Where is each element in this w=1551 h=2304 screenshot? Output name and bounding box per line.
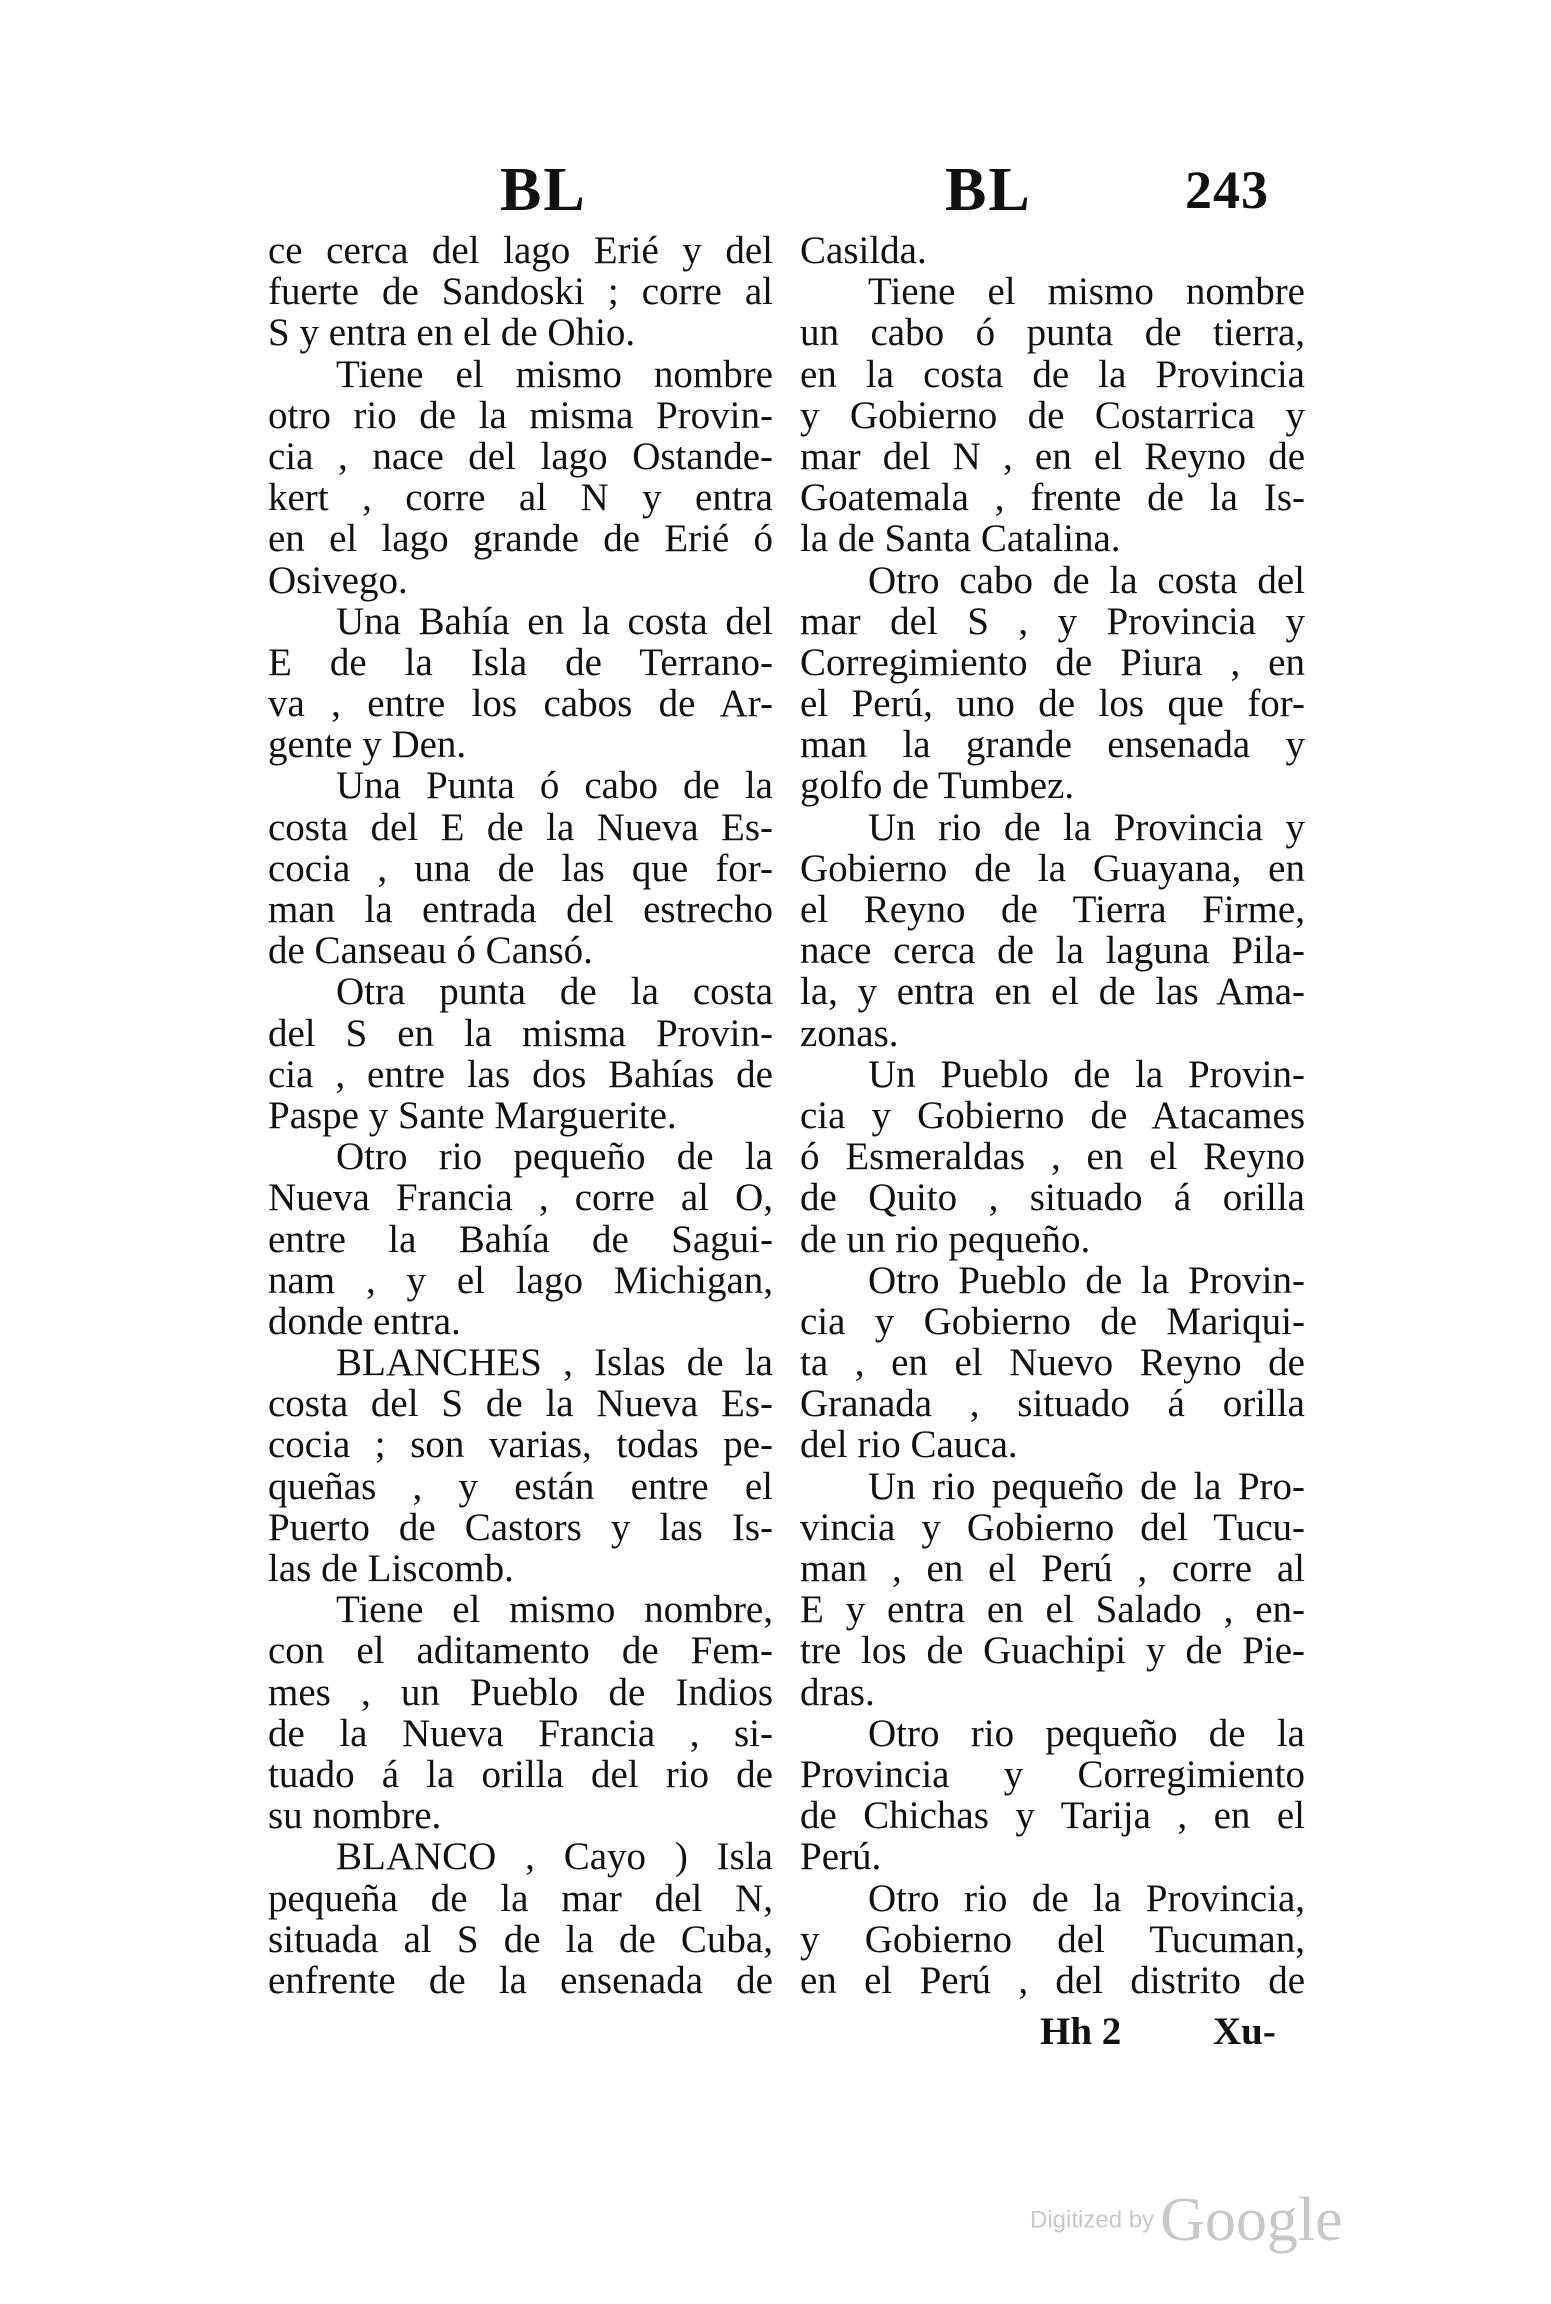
text-line: man la grande ensenada y <box>800 723 1305 767</box>
text-line: man , en el Perú , corre al <box>800 1547 1305 1590</box>
text-line: situada al S de la de Cuba, <box>268 1917 773 1961</box>
left-running-head: BL <box>500 156 587 224</box>
text-line: Granada , situado á orilla <box>800 1382 1305 1426</box>
text-line: nam , y el lago Michigan, <box>268 1258 773 1302</box>
text-line: BLANCO , Cayo ) Isla <box>336 1835 773 1879</box>
text-line: Puerto de Castors y las Is- <box>268 1505 773 1549</box>
left-column <box>268 230 773 2001</box>
text-line: mar del N , en el Reyno de <box>800 434 1305 478</box>
text-line: del rio Cauca. <box>800 1423 1018 1467</box>
text-line: Perú. <box>800 1835 882 1879</box>
text-line: la de Santa Catalina. <box>800 517 1121 561</box>
watermark-prefix: Digitized by <box>1030 2206 1155 2234</box>
text-line: Osivego. <box>268 558 408 602</box>
text-line: ce cerca del lago Erié y del <box>268 229 773 272</box>
text-line: tuado á la orilla del rio de <box>268 1752 773 1796</box>
text-line: y Gobierno de Costarrica y <box>800 393 1305 437</box>
text-line: Una Punta ó cabo de la <box>336 764 773 808</box>
text-line: queñas , y están entre el <box>268 1464 773 1508</box>
text-line: un cabo ó punta de tierra, <box>800 311 1305 355</box>
text-line: las de Liscomb. <box>268 1547 514 1590</box>
text-line: nace cerca de la laguna Pila- <box>800 929 1305 973</box>
text-line: Otro rio pequeño de la <box>868 1711 1305 1755</box>
text-line: Corregimiento de Piura , en <box>800 640 1305 684</box>
text-line: donde entra. <box>268 1299 461 1343</box>
text-line: man la entrada del estrecho <box>268 888 773 931</box>
text-line: cocia ; son varias, todas pe- <box>268 1423 773 1467</box>
text-line: en el lago grande de Erié ó <box>268 517 773 561</box>
text-line: de Canseau ó Cansó. <box>268 929 593 973</box>
text-line: Nueva Francia , corre al O, <box>268 1176 773 1220</box>
text-line: su nombre. <box>268 1794 442 1838</box>
digitized-watermark <box>1030 2185 1343 2256</box>
text-line: pequeña de la mar del N, <box>268 1876 773 1920</box>
watermark-brand: Google <box>1160 2186 1343 2254</box>
text-line: Una Bahía en la costa del <box>336 599 773 643</box>
text-line: fuerte de Sandoski ; corre al <box>268 270 773 314</box>
text-line: mes , un Pueblo de Indios <box>268 1670 773 1714</box>
text-line: de la Nueva Francia , si- <box>268 1711 773 1755</box>
text-line: Otro Pueblo de la Provin- <box>868 1258 1305 1302</box>
text-line: el Reyno de Tierra Firme, <box>800 888 1305 931</box>
text-line: golfo de Tumbez. <box>800 764 1075 808</box>
text-line: mar del S , y Provincia y <box>800 599 1305 643</box>
text-line: Tiene el mismo nombre <box>868 270 1305 314</box>
text-line: Tiene el mismo nombre, <box>336 1588 773 1632</box>
text-line: cia y Gobierno de Mariqui- <box>800 1299 1305 1343</box>
text-line: cia y Gobierno de Atacames <box>800 1093 1305 1137</box>
text-line: gente y Den. <box>268 723 467 767</box>
text-line: Casilda. <box>800 229 927 272</box>
text-line: enfrente de la ensenada de <box>268 1958 773 2002</box>
text-line: tre los de Guachipi y de Pie- <box>800 1629 1305 1673</box>
text-line: costa del S de la Nueva Es- <box>268 1382 773 1426</box>
text-line: Paspe y Sante Marguerite. <box>268 1093 677 1137</box>
text-line: Un Pueblo de la Provin- <box>868 1052 1305 1096</box>
text-line: Otro rio pequeño de la <box>336 1135 773 1179</box>
text-line: de Chichas y Tarija , en el <box>800 1794 1305 1838</box>
text-line: de Quito , situado á orilla <box>800 1176 1305 1220</box>
text-line: va , entre los cabos de Ar- <box>268 682 773 726</box>
text-line: cia , nace del lago Ostande- <box>268 434 773 478</box>
right-column <box>800 230 1305 2001</box>
text-line: E de la Isla de Terrano- <box>268 640 773 684</box>
text-line: Tiene el mismo nombre <box>336 352 773 396</box>
text-line: el Perú, uno de los que for- <box>800 682 1305 726</box>
text-line: Goatemala , frente de la Is- <box>800 476 1305 520</box>
page-number: 243 <box>1185 160 1269 220</box>
right-running-head: BL <box>945 156 1032 224</box>
catchword: Xu- <box>1213 2010 1276 2053</box>
text-line: Otro cabo de la costa del <box>868 558 1305 602</box>
text-line: costa del E de la Nueva Es- <box>268 805 773 849</box>
text-line: del S en la misma Provin- <box>268 1011 773 1055</box>
text-line: ó Esmeraldas , en el Reyno <box>800 1135 1305 1179</box>
text-line: de un rio pequeño. <box>800 1217 1091 1261</box>
text-line: Gobierno de la Guayana, en <box>800 846 1305 890</box>
text-line: Provincia y Corregimiento <box>800 1752 1305 1796</box>
text-line: cocia , una de las que for- <box>268 846 773 890</box>
text-line: Un rio de la Provincia y <box>868 805 1305 849</box>
text-line: vincia y Gobierno del Tucu- <box>800 1505 1305 1549</box>
text-line: con el aditamento de Fem- <box>268 1629 773 1673</box>
text-line: la, y entra en el de las Ama- <box>800 970 1305 1014</box>
text-line: otro rio de la misma Provin- <box>268 393 773 437</box>
text-line: S y entra en el de Ohio. <box>268 311 636 355</box>
text-line: kert , corre al N y entra <box>268 476 773 520</box>
text-line: Otro rio de la Provincia, <box>868 1876 1305 1920</box>
text-line: entre la Bahía de Sagui- <box>268 1217 773 1261</box>
text-line: en el Perú , del distrito de <box>800 1958 1305 2002</box>
text-line: BLANCHES , Islas de la <box>336 1341 773 1385</box>
text-line: zonas. <box>800 1011 899 1055</box>
text-line: Un rio pequeño de la Pro- <box>868 1464 1305 1508</box>
text-line: cia , entre las dos Bahías de <box>268 1052 773 1096</box>
text-line: ta , en el Nuevo Reyno de <box>800 1341 1305 1385</box>
text-line: y Gobierno del Tucuman, <box>800 1917 1305 1961</box>
signature-mark: Hh 2 <box>1040 2010 1122 2053</box>
text-line: E y entra en el Salado , en- <box>800 1588 1305 1632</box>
text-line: dras. <box>800 1670 875 1714</box>
text-line: en la costa de la Provincia <box>800 352 1305 396</box>
text-line: Otra punta de la costa <box>336 970 773 1014</box>
